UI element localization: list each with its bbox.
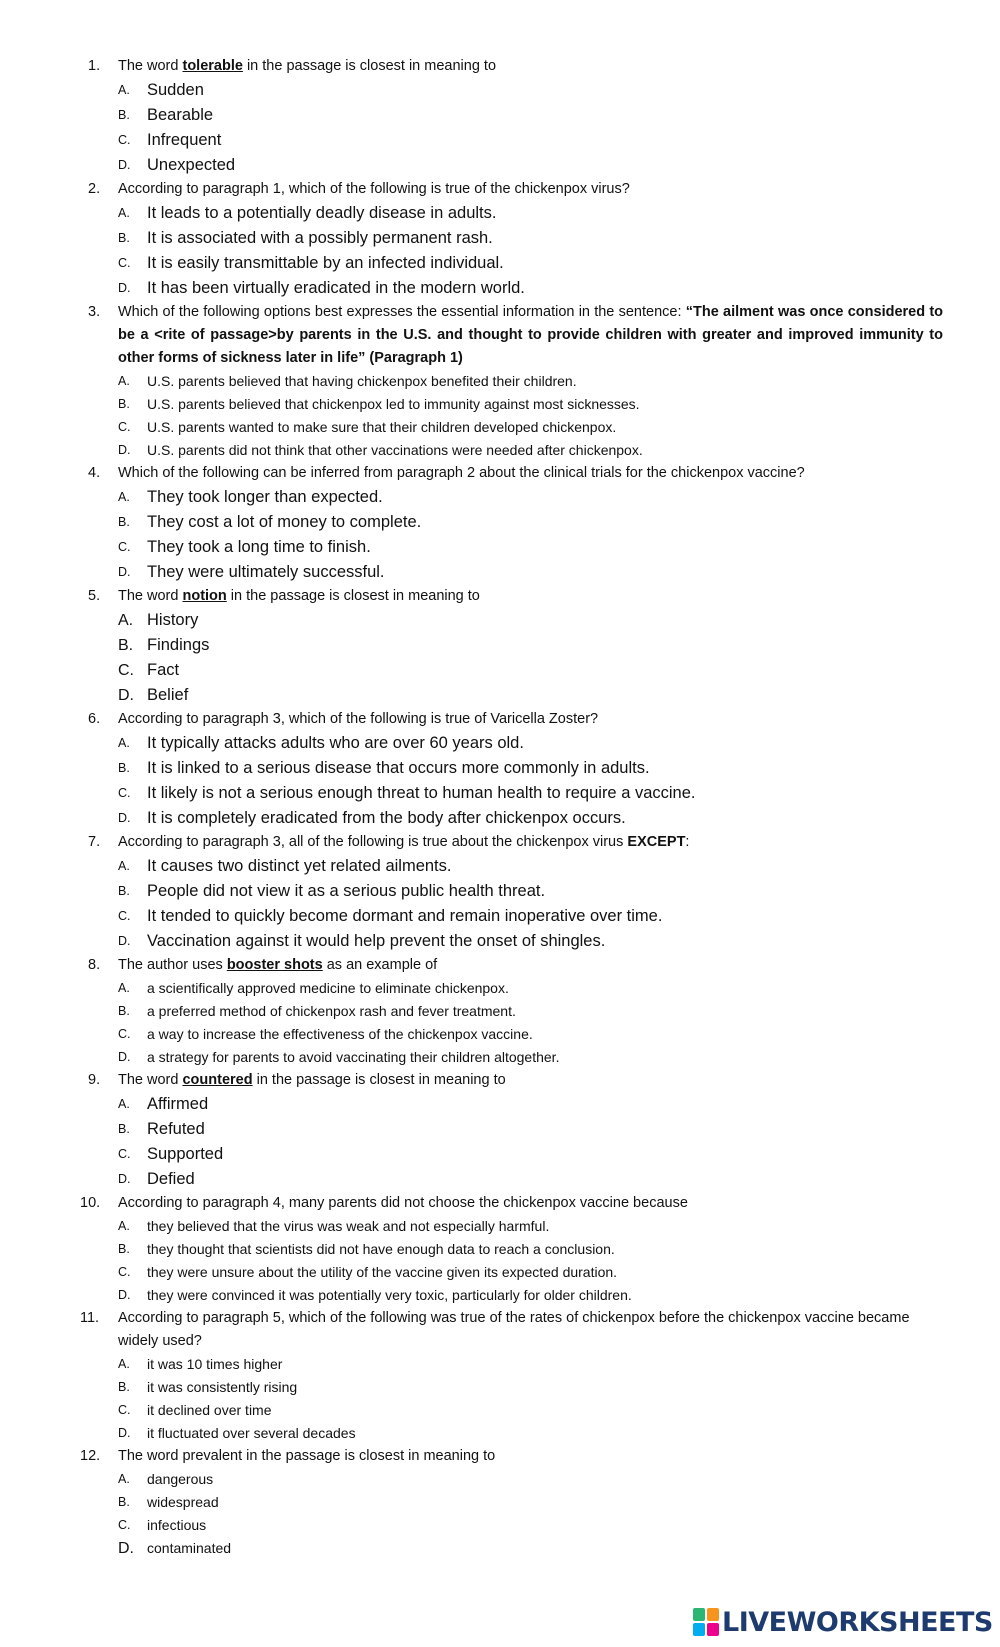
option-letter: D. xyxy=(118,565,131,579)
stem-text: The word prevalent in the passage is closest in meaning to xyxy=(118,1448,496,1464)
option-text: a preferred method of chickenpox rash and fever treatment. xyxy=(147,1003,516,1019)
answer-option[interactable] xyxy=(0,806,1000,831)
answer-option[interactable] xyxy=(0,276,1000,301)
question-number: 11. xyxy=(80,1310,100,1326)
question-stem xyxy=(118,1069,943,1092)
answer-option[interactable] xyxy=(0,1284,1000,1307)
option-text: It is linked to a serious disease that occurs more commonly in adults. xyxy=(147,759,650,777)
option-letter: A. xyxy=(118,1219,130,1233)
question-stem xyxy=(118,954,943,977)
option-text: contaminated xyxy=(147,1540,232,1556)
question-number: 3. xyxy=(88,304,101,320)
option-letter: C. xyxy=(118,909,131,923)
question-3 xyxy=(0,301,1000,370)
option-letter: D. xyxy=(118,443,131,457)
option-text: Refuted xyxy=(147,1120,205,1138)
answer-option[interactable] xyxy=(0,1000,1000,1023)
option-text: Vaccination against it would help prevent the onset of shingles. xyxy=(147,932,606,950)
logo-square-3 xyxy=(693,1623,705,1636)
question-4 xyxy=(0,462,1000,485)
option-letter: D. xyxy=(118,1288,131,1302)
answer-option[interactable] xyxy=(0,416,1000,439)
stem-text: as an example of xyxy=(322,957,438,973)
option-letter: B. xyxy=(118,884,130,898)
stem-text: According to paragraph 5, which of the following was true of the rates of chickenpox before the chickenpox vaccine became widely used? xyxy=(118,1310,910,1349)
answer-option[interactable] xyxy=(0,1537,1000,1560)
answer-option[interactable] xyxy=(0,879,1000,904)
question-number: 8. xyxy=(88,957,101,973)
keyword: tolerable xyxy=(182,58,243,74)
stem-text: Which of the following options best expresses the essential information in the sentence: xyxy=(118,304,686,320)
option-text: it was 10 times higher xyxy=(147,1356,283,1372)
stem-text: The word xyxy=(118,58,183,74)
option-letter: C. xyxy=(118,256,131,270)
option-letter: A. xyxy=(118,206,130,220)
question-stem xyxy=(118,301,943,370)
answer-option[interactable] xyxy=(0,153,1000,178)
question-stem xyxy=(118,1445,943,1468)
answer-option[interactable] xyxy=(0,393,1000,416)
answer-option[interactable] xyxy=(0,1117,1000,1142)
option-letter: A. xyxy=(118,1097,130,1111)
option-letter: A. xyxy=(118,859,130,873)
answer-option[interactable] xyxy=(0,1376,1000,1399)
answer-option[interactable] xyxy=(0,1353,1000,1376)
option-text: They cost a lot of money to complete. xyxy=(147,513,422,531)
question-7 xyxy=(0,831,1000,854)
answer-option[interactable] xyxy=(0,756,1000,781)
stem-text: According to paragraph 4, many parents did not choose the chickenpox vaccine because xyxy=(118,1195,688,1211)
option-letter: A. xyxy=(118,736,130,750)
option-text: U.S. parents believed that chickenpox led to immunity against most sicknesses. xyxy=(147,396,640,412)
question-stem xyxy=(118,708,943,731)
answer-option[interactable] xyxy=(0,1468,1000,1491)
option-letter: B. xyxy=(118,231,130,245)
option-letter: C. xyxy=(118,1403,131,1417)
worksheet xyxy=(0,55,1000,1560)
option-text: They were ultimately successful. xyxy=(147,563,385,581)
answer-option[interactable] xyxy=(0,633,1000,658)
answer-option[interactable] xyxy=(0,904,1000,929)
question-number: 10. xyxy=(80,1195,101,1211)
option-letter: D. xyxy=(118,158,131,172)
option-text: Unexpected xyxy=(147,156,236,174)
question-stem xyxy=(118,1192,943,1215)
answer-option[interactable] xyxy=(0,1399,1000,1422)
answer-option[interactable] xyxy=(0,929,1000,954)
option-text: they were unsure about the utility of the vaccine given its expected duration. xyxy=(147,1264,618,1280)
keyword: countered xyxy=(182,1072,253,1088)
stem-text: in the passage is closest in meaning to xyxy=(226,588,480,604)
option-letter: A. xyxy=(118,1357,130,1371)
option-letter: A. xyxy=(118,1472,130,1486)
stem-text: Which of the following can be inferred from paragraph 2 about the clinical trials for the chickenpox vaccine? xyxy=(118,465,805,481)
option-text: a strategy for parents to avoid vaccinating their children altogether. xyxy=(147,1049,560,1065)
option-text: U.S. parents believed that having chickenpox benefited their children. xyxy=(147,373,577,389)
option-letter: D. xyxy=(118,1050,131,1064)
option-letter: B. xyxy=(118,397,130,411)
option-letter: C. xyxy=(118,1518,131,1532)
option-letter: D. xyxy=(118,1426,131,1440)
stem-text: According to paragraph 1, which of the following is true of the chickenpox virus? xyxy=(118,181,630,197)
stem-text: According to paragraph 3, which of the following is true of Varicella Zoster? xyxy=(118,711,599,727)
option-text: It is completely eradicated from the body after chickenpox occurs. xyxy=(147,809,626,827)
option-text: they were convinced it was potentially very toxic, particularly for older children. xyxy=(147,1287,632,1303)
option-letter: A. xyxy=(118,612,134,629)
option-text: infectious xyxy=(147,1517,207,1533)
option-text: It causes two distinct yet related ailments. xyxy=(147,857,452,875)
option-text: they thought that scientists did not have enough data to reach a conclusion. xyxy=(147,1241,615,1257)
answer-option[interactable] xyxy=(0,977,1000,1000)
stem-text: : xyxy=(685,834,690,850)
option-text: It typically attacks adults who are over 60 years old. xyxy=(147,734,524,752)
answer-option[interactable] xyxy=(0,1142,1000,1167)
logo-square-2 xyxy=(707,1608,719,1621)
answer-option[interactable] xyxy=(0,1215,1000,1238)
answer-option[interactable] xyxy=(0,781,1000,806)
option-letter: B. xyxy=(118,761,130,775)
option-letter: A. xyxy=(118,490,130,504)
option-text: they believed that the virus was weak and not especially harmful. xyxy=(147,1218,550,1234)
option-letter: C. xyxy=(118,1027,131,1041)
answer-option[interactable] xyxy=(0,103,1000,128)
option-letter: D. xyxy=(118,1540,134,1557)
option-text: It is associated with a possibly permanent rash. xyxy=(147,229,493,247)
option-text: It has been virtually eradicated in the modern world. xyxy=(147,279,525,297)
answer-option[interactable] xyxy=(0,485,1000,510)
option-letter: A. xyxy=(118,83,130,97)
answer-option[interactable] xyxy=(0,78,1000,103)
option-letter: C. xyxy=(118,662,134,679)
question-2 xyxy=(0,178,1000,201)
option-text: Infrequent xyxy=(147,131,222,149)
question-1 xyxy=(0,55,1000,78)
emphasis-text: “The ailment was once considered to be a <rite of passage>by parents in the U.S. and thought to provide children with greater and improved immunity to other forms of sickness later in life” (Paragraph 1) xyxy=(118,304,944,366)
answer-option[interactable] xyxy=(0,370,1000,393)
logo-square-1 xyxy=(693,1608,705,1621)
question-number: 9. xyxy=(88,1072,101,1088)
option-letter: B. xyxy=(118,108,130,122)
answer-option[interactable] xyxy=(0,1491,1000,1514)
option-text: It is easily transmittable by an infected individual. xyxy=(147,254,504,272)
keyword: notion xyxy=(182,588,227,604)
emphasis-text: EXCEPT xyxy=(627,834,686,850)
option-text: it declined over time xyxy=(147,1402,272,1418)
answer-option[interactable] xyxy=(0,1167,1000,1192)
question-stem xyxy=(118,178,943,201)
option-letter: B. xyxy=(118,1495,130,1509)
stem-text: The word xyxy=(118,1072,183,1088)
stem-text: in the passage is closest in meaning to xyxy=(242,58,497,74)
option-text: a way to increase the effectiveness of the chickenpox vaccine. xyxy=(147,1026,533,1042)
question-5 xyxy=(0,585,1000,608)
answer-option[interactable] xyxy=(0,1422,1000,1445)
liveworksheets-logo xyxy=(693,1602,993,1642)
question-11 xyxy=(0,1307,1000,1353)
option-text: widespread xyxy=(147,1494,219,1510)
option-text: a scientifically approved medicine to eliminate chickenpox. xyxy=(147,980,509,996)
option-letter: B. xyxy=(118,1004,130,1018)
keyword: booster shots xyxy=(226,957,323,973)
answer-option[interactable] xyxy=(0,683,1000,708)
option-text: Sudden xyxy=(147,81,204,99)
option-text: It leads to a potentially deadly disease in adults. xyxy=(147,204,497,222)
answer-option[interactable] xyxy=(0,226,1000,251)
answer-option[interactable] xyxy=(0,510,1000,535)
option-letter: C. xyxy=(118,1147,131,1161)
answer-option[interactable] xyxy=(0,128,1000,153)
option-text: Findings xyxy=(147,636,210,654)
question-number: 12. xyxy=(80,1448,101,1464)
question-number: 7. xyxy=(88,834,101,850)
option-text: U.S. parents did not think that other vaccinations were needed after chickenpox. xyxy=(147,442,643,458)
option-text: People did not view it as a serious public health threat. xyxy=(147,882,546,900)
option-text: it fluctuated over several decades xyxy=(147,1425,356,1441)
option-letter: B. xyxy=(118,1122,130,1136)
option-letter: C. xyxy=(118,133,131,147)
logo-square-4 xyxy=(707,1623,719,1636)
question-stem xyxy=(118,1307,943,1353)
option-letter: C. xyxy=(118,786,131,800)
answer-option[interactable] xyxy=(0,731,1000,756)
answer-option[interactable] xyxy=(0,1514,1000,1537)
answer-option[interactable] xyxy=(0,1092,1000,1117)
question-9 xyxy=(0,1069,1000,1092)
question-number: 4. xyxy=(88,465,101,481)
answer-option[interactable] xyxy=(0,439,1000,462)
question-8 xyxy=(0,954,1000,977)
option-text: They took longer than expected. xyxy=(147,488,383,506)
stem-text: in the passage is closest in meaning to xyxy=(252,1072,506,1088)
liveworksheets-logo-icon xyxy=(693,1608,719,1636)
question-6 xyxy=(0,708,1000,731)
option-text: Belief xyxy=(147,686,189,704)
option-text: Bearable xyxy=(147,106,214,124)
question-number: 6. xyxy=(88,711,101,727)
question-number: 2. xyxy=(88,181,101,197)
question-12 xyxy=(0,1445,1000,1468)
option-letter: C. xyxy=(118,540,131,554)
answer-option[interactable] xyxy=(0,1238,1000,1261)
option-letter: B. xyxy=(118,637,134,654)
stem-text: The author uses xyxy=(118,957,227,973)
option-text: Affirmed xyxy=(147,1095,209,1113)
option-text: U.S. parents wanted to make sure that their children developed chickenpox. xyxy=(147,419,617,435)
option-text: Fact xyxy=(147,661,180,679)
answer-option[interactable] xyxy=(0,854,1000,879)
option-letter: C. xyxy=(118,420,131,434)
option-letter: C. xyxy=(118,1265,131,1279)
question-stem xyxy=(118,585,943,608)
stem-text: According to paragraph 3, all of the following is true about the chickenpox virus xyxy=(118,834,628,850)
question-stem xyxy=(118,462,943,485)
answer-option[interactable] xyxy=(0,658,1000,683)
option-text: It tended to quickly become dormant and remain inoperative over time. xyxy=(147,907,663,925)
option-letter: D. xyxy=(118,1172,131,1186)
stem-text: The word xyxy=(118,588,183,604)
question-number: 1. xyxy=(88,58,101,74)
answer-option[interactable] xyxy=(0,1023,1000,1046)
option-letter: B. xyxy=(118,1242,130,1256)
answer-option[interactable] xyxy=(0,535,1000,560)
answer-option[interactable] xyxy=(0,1261,1000,1284)
option-text: it was consistently rising xyxy=(147,1379,298,1395)
option-letter: D. xyxy=(118,281,131,295)
option-text: They took a long time to finish. xyxy=(147,538,371,556)
option-text: Defied xyxy=(147,1170,195,1188)
option-letter: B. xyxy=(118,515,130,529)
answer-option[interactable] xyxy=(0,251,1000,276)
answer-option[interactable] xyxy=(0,608,1000,633)
answer-option[interactable] xyxy=(0,1046,1000,1069)
option-text: dangerous xyxy=(147,1471,214,1487)
option-letter: A. xyxy=(118,981,130,995)
logo-text: LIVEWORKSHEETS xyxy=(722,1606,993,1638)
option-letter: A. xyxy=(118,374,130,388)
option-letter: D. xyxy=(118,811,131,825)
question-number: 5. xyxy=(88,588,101,604)
option-letter: D. xyxy=(118,934,131,948)
answer-option[interactable] xyxy=(0,560,1000,585)
option-text: It likely is not a serious enough threat to human health to require a vaccine. xyxy=(147,784,696,802)
option-letter: B. xyxy=(118,1380,130,1394)
question-10 xyxy=(0,1192,1000,1215)
question-stem xyxy=(118,55,943,78)
option-text: Supported xyxy=(147,1145,224,1163)
answer-option[interactable] xyxy=(0,201,1000,226)
option-text: History xyxy=(147,611,199,629)
option-letter: D. xyxy=(118,687,134,704)
question-stem xyxy=(118,831,943,854)
